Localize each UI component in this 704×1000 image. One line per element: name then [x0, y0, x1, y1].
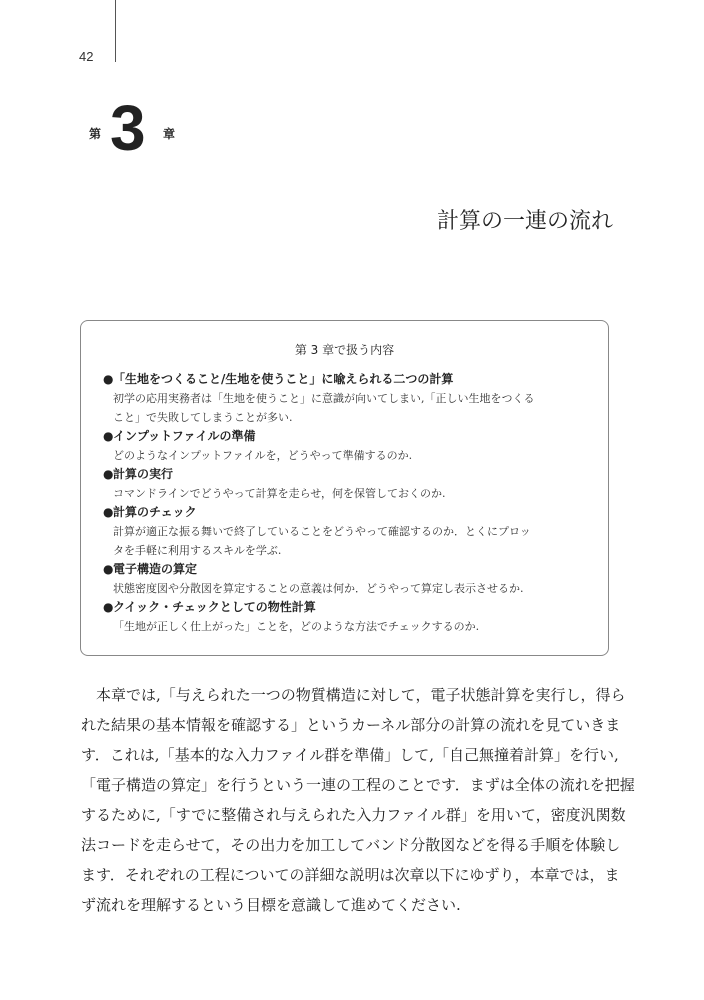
chapter-suffix: 章	[163, 127, 176, 141]
bullet-icon: ●	[103, 467, 114, 481]
contents-item-description: コマンドラインでどうやって計算を走らせ，何を保管しておくのか.	[113, 487, 446, 500]
contents-item-heading: ●電子構造の算定	[103, 560, 593, 579]
contents-item	[103, 598, 593, 636]
chapter-title: 計算の一連の流れ	[436, 209, 613, 234]
contents-item-heading: ●計算のチェック	[103, 503, 593, 522]
contents-item-heading: ●クイック・チェックとしての物性計算	[103, 598, 593, 617]
contents-item-description: どのようなインプットファイルを，どうやって準備するのか.	[113, 449, 413, 462]
contents-box-title: 第 3 章で扱う内容	[294, 343, 395, 357]
chapter-number: 3	[110, 92, 146, 164]
bullet-icon: ●	[103, 372, 114, 386]
contents-list	[103, 370, 593, 636]
contents-item	[103, 370, 593, 427]
paragraph-line: ます．それぞれの工程についての詳細な説明は次章以下にゆずり，本章では，ま	[81, 866, 620, 884]
contents-item-heading: ●計算の実行	[103, 465, 593, 484]
contents-item-description: 初学の応用実務者は「生地を使うこと」に意識が向いてしまい,「正しい生地をつくる	[113, 392, 535, 405]
bullet-icon: ●	[103, 562, 114, 576]
contents-item	[103, 465, 593, 503]
paragraph-line: 「電子構造の算定」を行うという一連の工程のことです．まずは全体の流れを把握	[81, 776, 635, 794]
contents-item-heading: ●「生地をつくること/生地を使うこと」に喩えられる二つの計算	[103, 370, 593, 389]
chapter-contents-box	[80, 320, 609, 656]
contents-item	[103, 503, 593, 560]
contents-item	[103, 560, 593, 598]
bullet-icon: ●	[103, 429, 114, 443]
contents-item	[103, 427, 593, 465]
paragraph-line: 本章では,「与えられた一つの物質構造に対して，電子状態計算を実行し，得ら	[81, 686, 626, 704]
contents-item-description: こと」で失敗してしまうことが多い.	[113, 411, 293, 424]
contents-item-description: 計算が適正な振る舞いで終了していることをどうやって確認するのか．とくにプロッ	[113, 525, 531, 538]
paragraph-line: ず流れを理解するという目標を意識して進めてください.	[81, 896, 461, 914]
paragraph-line: するために,「すでに整備され与えられた入力ファイル群」を用いて，密度汎関数	[81, 806, 626, 824]
contents-item-description: 状態密度図や分散図を算定することの意義は何か．どうやって算定し表示させるか.	[113, 582, 524, 595]
paragraph-line: す．これは,「基本的な入力ファイル群を準備」して,「自己無撞着計算」を行い,	[81, 746, 619, 764]
paragraph-line: れた結果の基本情報を確認する」というカーネル部分の計算の流れを見ていきま	[81, 716, 621, 734]
paragraph-line: 法コードを走らせて，その出力を加工してバンド分散図などを得る手順を体験し	[81, 836, 621, 854]
chapter-intro-paragraph	[81, 680, 635, 920]
bullet-icon: ●	[103, 505, 114, 519]
contents-item-heading: ●インプットファイルの準備	[103, 427, 593, 446]
contents-item-description: 「生地が正しく仕上がった」ことを，どのような方法でチェックするのか.	[113, 620, 480, 633]
chapter-prefix: 第	[89, 127, 102, 141]
bullet-icon: ●	[103, 600, 114, 614]
contents-item-description: タを手軽に利用するスキルを学ぶ.	[113, 544, 282, 557]
header-divider-line	[115, 0, 116, 62]
page-number: 42	[79, 49, 94, 64]
